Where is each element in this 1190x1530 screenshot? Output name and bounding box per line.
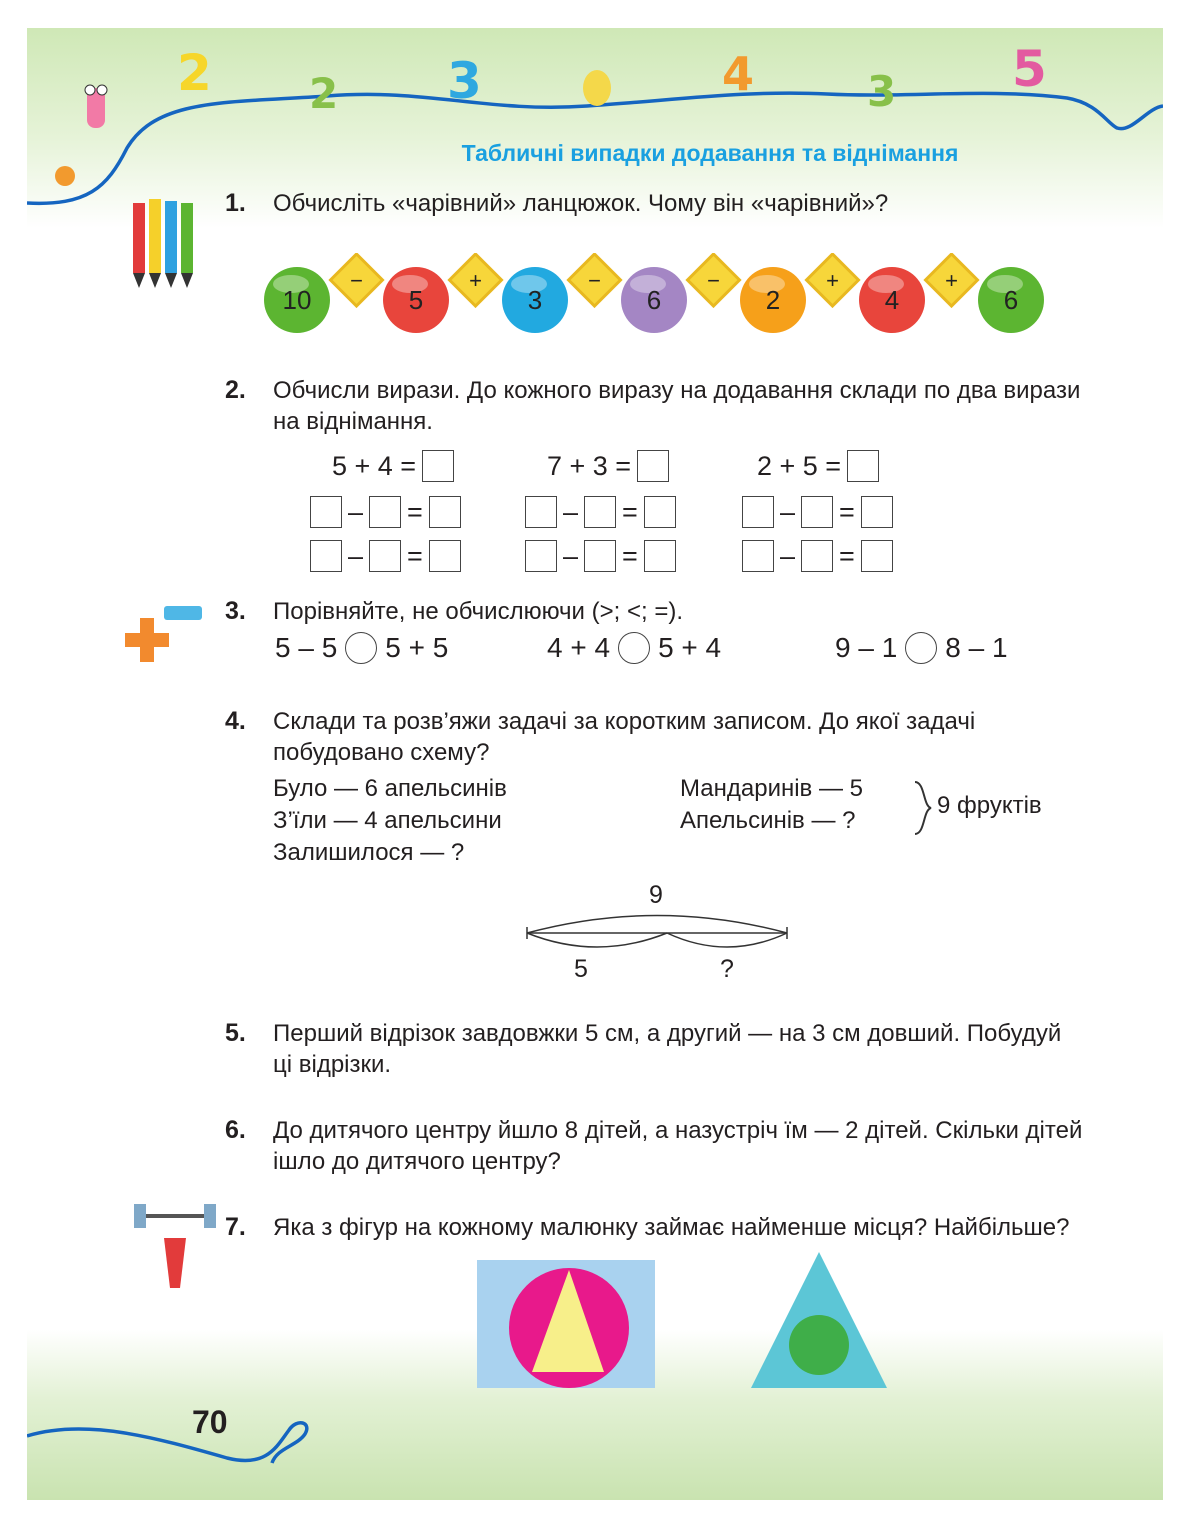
textbook-page [27,28,1163,1500]
answer-box[interactable] [584,496,616,528]
chain-ball [859,267,925,333]
svg-text:5: 5 [408,285,424,315]
short-record-right [680,773,863,837]
minus-sign: – [780,496,796,527]
record-line: Мандаринів — 5 [680,775,863,802]
plus-minus-character-icon [122,598,212,678]
task-5 [225,1018,1085,1080]
subtraction-row [742,496,893,528]
task-7 [225,1212,1085,1243]
part1-arc [527,933,667,947]
addition-expression-1 [332,450,454,482]
subtraction-row [525,496,676,528]
answer-box[interactable] [369,540,401,572]
record-line: З’їли — 4 апельсини [273,807,502,834]
subtraction-row [525,540,676,572]
total-arc [527,916,787,934]
task-number: 1. [225,189,246,217]
comparison-2 [547,632,721,664]
svg-text:3: 3 [447,52,482,110]
figure-2 [749,1250,889,1390]
figure-2-circle [789,1315,849,1375]
answer-box[interactable] [644,496,676,528]
addition-expression-2 [547,450,669,482]
task-text: Обчисліть «чарівний» ланцюжок. Чому він «чарівний»? [273,190,889,217]
subtraction-row [310,540,461,572]
task-text: До дитячого центру йшло 8 дітей, а назустріч їм — 2 дітей. Скільки дітей ішло до дитячого центру? [273,1117,1083,1175]
magic-chain [257,253,1057,333]
task-text: Обчисли вирази. До кожного виразу на додавання склади по два вирази на віднімання. [273,377,1081,435]
figure-1 [477,1260,657,1390]
svg-text:−: − [588,268,601,293]
chain-ball [502,267,568,333]
svg-text:3: 3 [527,285,543,315]
chain-operator [569,254,621,306]
answer-box[interactable] [310,540,342,572]
answer-box[interactable] [742,496,774,528]
answer-box[interactable] [525,496,557,528]
chain-ball [978,267,1044,333]
task-text: Склади та розв’яжи задачі за коротким записом. До якої задачі побудовано схему? [273,708,976,766]
svg-text:6: 6 [1003,285,1019,315]
scheme-part2: ? [720,955,734,983]
page-title: Табличні випадки додавання та віднімання [461,140,959,166]
task-number: 3. [225,597,246,625]
task-6 [225,1115,1085,1177]
subtraction-row [742,540,893,572]
digit-2-green-character-icon [309,69,338,118]
digit-2-character-icon [177,44,212,102]
digit-0-character-icon [583,70,611,106]
comparison-left: 4 + 4 [547,632,611,663]
minus-sign: – [780,540,796,571]
svg-text:2: 2 [765,285,781,315]
answer-box[interactable] [801,540,833,572]
equals-sign: = [622,496,638,527]
minus-sign: – [348,540,364,571]
answer-box[interactable] [801,496,833,528]
short-record-left [273,773,507,869]
answer-box[interactable] [847,450,879,482]
equals-sign: = [407,496,423,527]
answer-box[interactable] [742,540,774,572]
chain-operator [807,254,859,306]
scheme-part1: 5 [574,955,588,983]
digit-3-character-icon [447,52,482,110]
svg-text:4: 4 [722,47,755,101]
task-number: 5. [225,1019,246,1047]
digit-5-character-icon [1012,40,1047,98]
comparison-circle[interactable] [345,632,377,664]
record-line: Було — 6 апельсинів [273,775,507,802]
comparison-left: 9 – 1 [835,632,898,663]
answer-box[interactable] [637,450,669,482]
task-number: 7. [225,1213,246,1241]
segment-scheme [522,873,797,988]
task-text: Порівняйте, не обчислюючи (>; <; =). [273,598,683,625]
minus-sign: – [563,496,579,527]
comparison-3 [835,632,1008,664]
expression-text: 5 + 4 = [332,450,417,481]
comparison-circle[interactable] [618,632,650,664]
page-number: 70 [192,1404,228,1440]
svg-text:5: 5 [1012,40,1047,98]
answer-box[interactable] [861,540,893,572]
pencils-character-icon [127,193,207,293]
scheme-total: 9 [649,881,663,909]
expression-text: 2 + 5 = [757,450,842,481]
equals-sign: = [839,496,855,527]
chain-operator [450,254,502,306]
brace-label: 9 фруктів [937,792,1042,819]
answer-box[interactable] [525,540,557,572]
answer-box[interactable] [369,496,401,528]
task-number: 4. [225,707,246,735]
minus-sign: – [563,540,579,571]
chain-ball [383,267,449,333]
equals-sign: = [407,540,423,571]
task-number: 2. [225,376,246,404]
svg-text:10: 10 [282,285,312,315]
chain-ball [264,267,330,333]
chain-operator [688,254,740,306]
answer-box[interactable] [584,540,616,572]
task-3 [225,596,1085,627]
digit-4-character-icon [722,47,754,101]
answer-box[interactable] [861,496,893,528]
digit-3-green-character-icon [867,67,896,116]
comparison-circle[interactable] [905,632,937,664]
comparison-right: 8 – 1 [945,632,1008,663]
equals-sign: = [622,540,638,571]
comparison-1 [275,632,448,664]
svg-text:4: 4 [884,285,900,315]
answer-box[interactable] [429,496,461,528]
part2-arc [667,933,787,947]
subtraction-row [310,496,461,528]
chain-ball [740,267,806,333]
answer-box[interactable] [422,450,454,482]
svg-text:−: − [707,268,720,293]
comparison-right: 5 + 5 [385,632,449,663]
task-4 [225,706,1085,768]
equals-sign: = [839,540,855,571]
chain-operator [926,254,978,306]
addition-expression-3 [757,450,879,482]
record-line: Залишилося — ? [273,839,465,866]
task-text: Перший відрізок завдовжки 5 см, а другий — на 3 см довший. Побудуй ці відрізки. [273,1020,1062,1078]
svg-text:3: 3 [867,67,897,116]
minus-sign: – [348,496,364,527]
answer-box[interactable] [310,496,342,528]
small-orange-character-icon [55,166,75,186]
digit-1-character-icon [85,85,107,128]
svg-text:+: + [469,268,482,293]
chain-operator [331,254,383,306]
comparison-left: 5 – 5 [275,632,338,663]
answer-box[interactable] [644,540,676,572]
svg-text:2: 2 [309,69,339,118]
expression-text: 7 + 3 = [547,450,632,481]
svg-text:6: 6 [646,285,662,315]
comparison-right: 5 + 4 [658,632,722,663]
task-2 [225,375,1085,437]
task-text: Яка з фігур на кожному малюнку займає найменше місця? Найбільше? [273,1214,1070,1241]
svg-text:+: + [945,268,958,293]
svg-text:+: + [826,268,839,293]
answer-box[interactable] [429,540,461,572]
svg-text:2: 2 [177,44,212,102]
svg-text:−: − [350,268,363,293]
task-1 [225,188,1085,219]
chain-ball [621,267,687,333]
curly-brace [913,780,935,836]
record-line: Апельсинів — ? [680,807,856,834]
weightlifter-pencil-icon [132,1198,222,1288]
task-number: 6. [225,1116,246,1144]
